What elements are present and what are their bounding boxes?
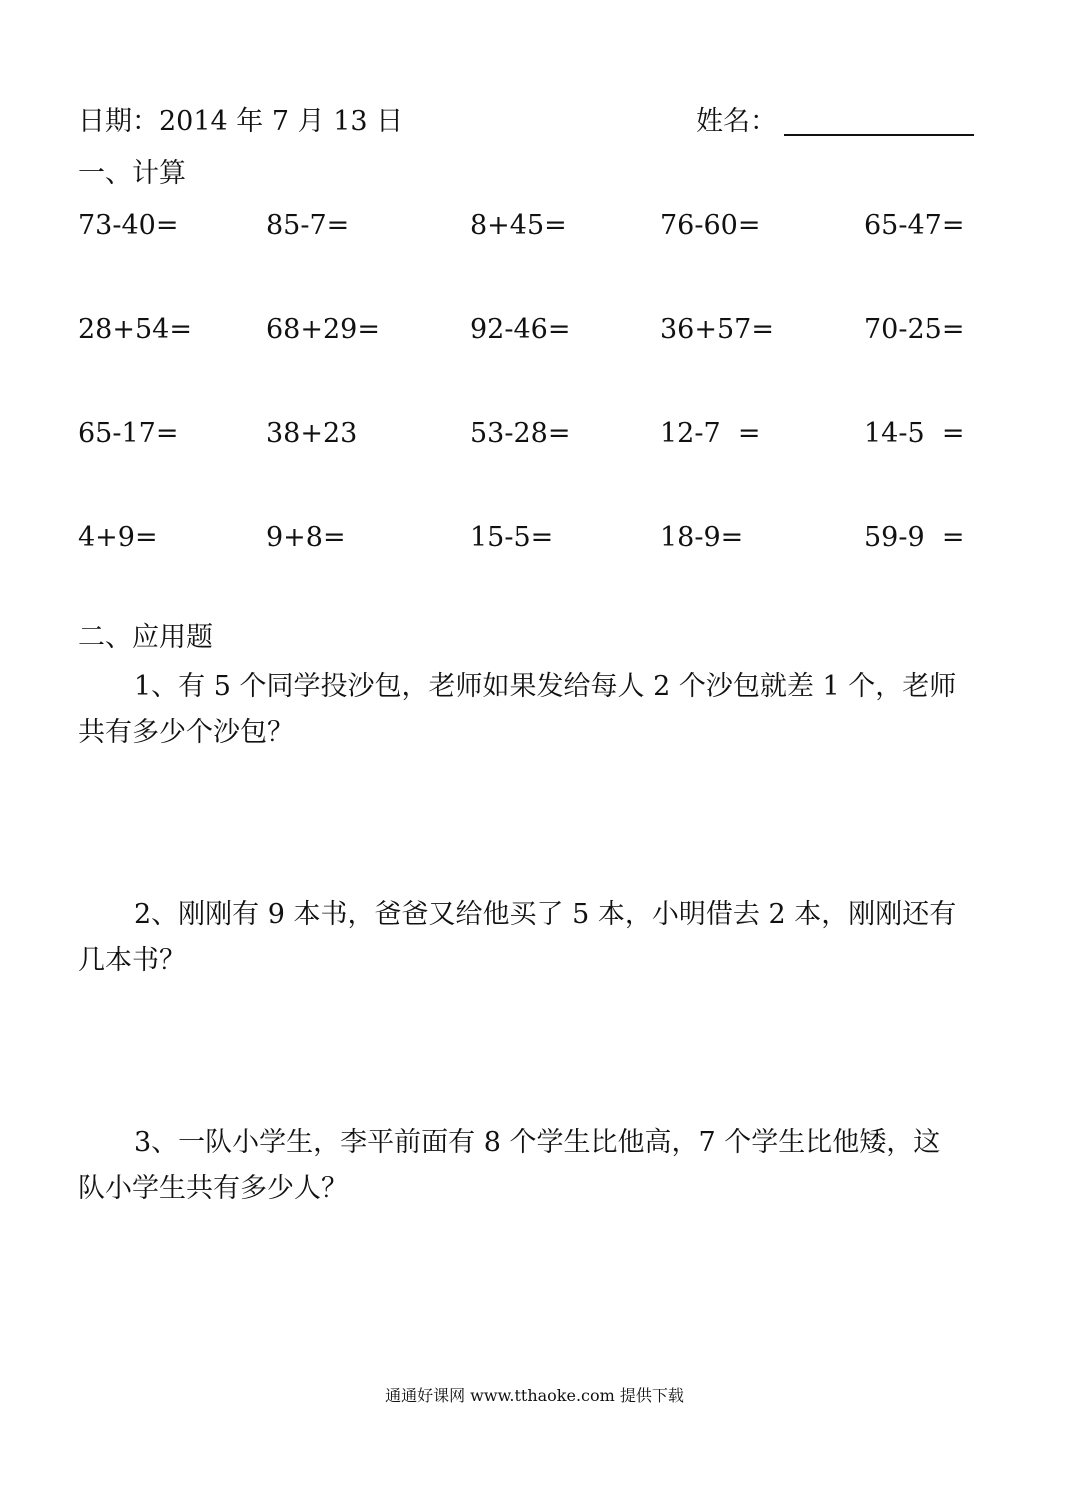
calc-problem: 9+8=	[266, 522, 346, 553]
problem-text-line: 几本书？	[78, 945, 186, 976]
problem-text-line: 2、刚刚有 9 本书，爸爸又给他买了 5 本，小明借去 2 本，刚刚还有	[134, 899, 957, 930]
calc-problem: 36+57=	[660, 314, 774, 345]
name-label: 姓名：	[696, 106, 777, 137]
calc-problem: 68+29=	[266, 314, 380, 345]
calc-problem: 59-9 =	[864, 522, 965, 553]
calc-problem: 70-25=	[864, 314, 965, 345]
calc-row	[78, 206, 978, 246]
calc-problem: 28+54=	[78, 314, 192, 345]
calc-problem: 4+9=	[78, 522, 158, 553]
problem-text-line: 1、有 5 个同学投沙包，老师如果发给每人 2 个沙包就差 1 个，老师	[134, 671, 957, 702]
calc-problem: 65-47=	[864, 210, 965, 241]
section-title-calculation: 一、计算	[78, 158, 186, 189]
calc-row	[78, 518, 978, 558]
calc-problem: 73-40=	[78, 210, 179, 241]
calc-problem: 14-5 =	[864, 418, 965, 449]
worksheet-header	[78, 102, 978, 142]
calculation-grid	[78, 206, 978, 566]
calc-problem: 15-5=	[470, 522, 554, 553]
calc-problem: 53-28=	[470, 418, 571, 449]
calc-problem: 92-46=	[470, 314, 571, 345]
word-problem-1	[78, 664, 994, 756]
problem-text-line: 共有多少个沙包？	[78, 717, 294, 748]
calc-row	[78, 310, 978, 350]
calc-problem: 76-60=	[660, 210, 761, 241]
section-title-word-problems: 二、应用题	[78, 622, 213, 653]
calc-problem: 18-9=	[660, 522, 744, 553]
calc-problem: 12-7 =	[660, 418, 761, 449]
word-problem-2	[78, 892, 994, 984]
problem-text-line: 队小学生共有多少人？	[78, 1173, 348, 1204]
calc-problem: 85-7=	[266, 210, 350, 241]
name-blank-line[interactable]	[784, 134, 974, 136]
word-problem-3	[78, 1120, 994, 1212]
problem-text-line: 3、一队小学生，李平前面有 8 个学生比他高，7 个学生比他矮，这	[134, 1127, 941, 1158]
footer-source-note: 通通好课网 www.tthaoke.com 提供下载	[385, 1386, 684, 1405]
date-label: 日期：2014 年 7 月 13 日	[78, 106, 404, 137]
calc-problem: 38+23	[266, 418, 358, 449]
calc-problem: 65-17=	[78, 418, 179, 449]
calc-row	[78, 414, 978, 454]
calc-problem: 8+45=	[470, 210, 567, 241]
